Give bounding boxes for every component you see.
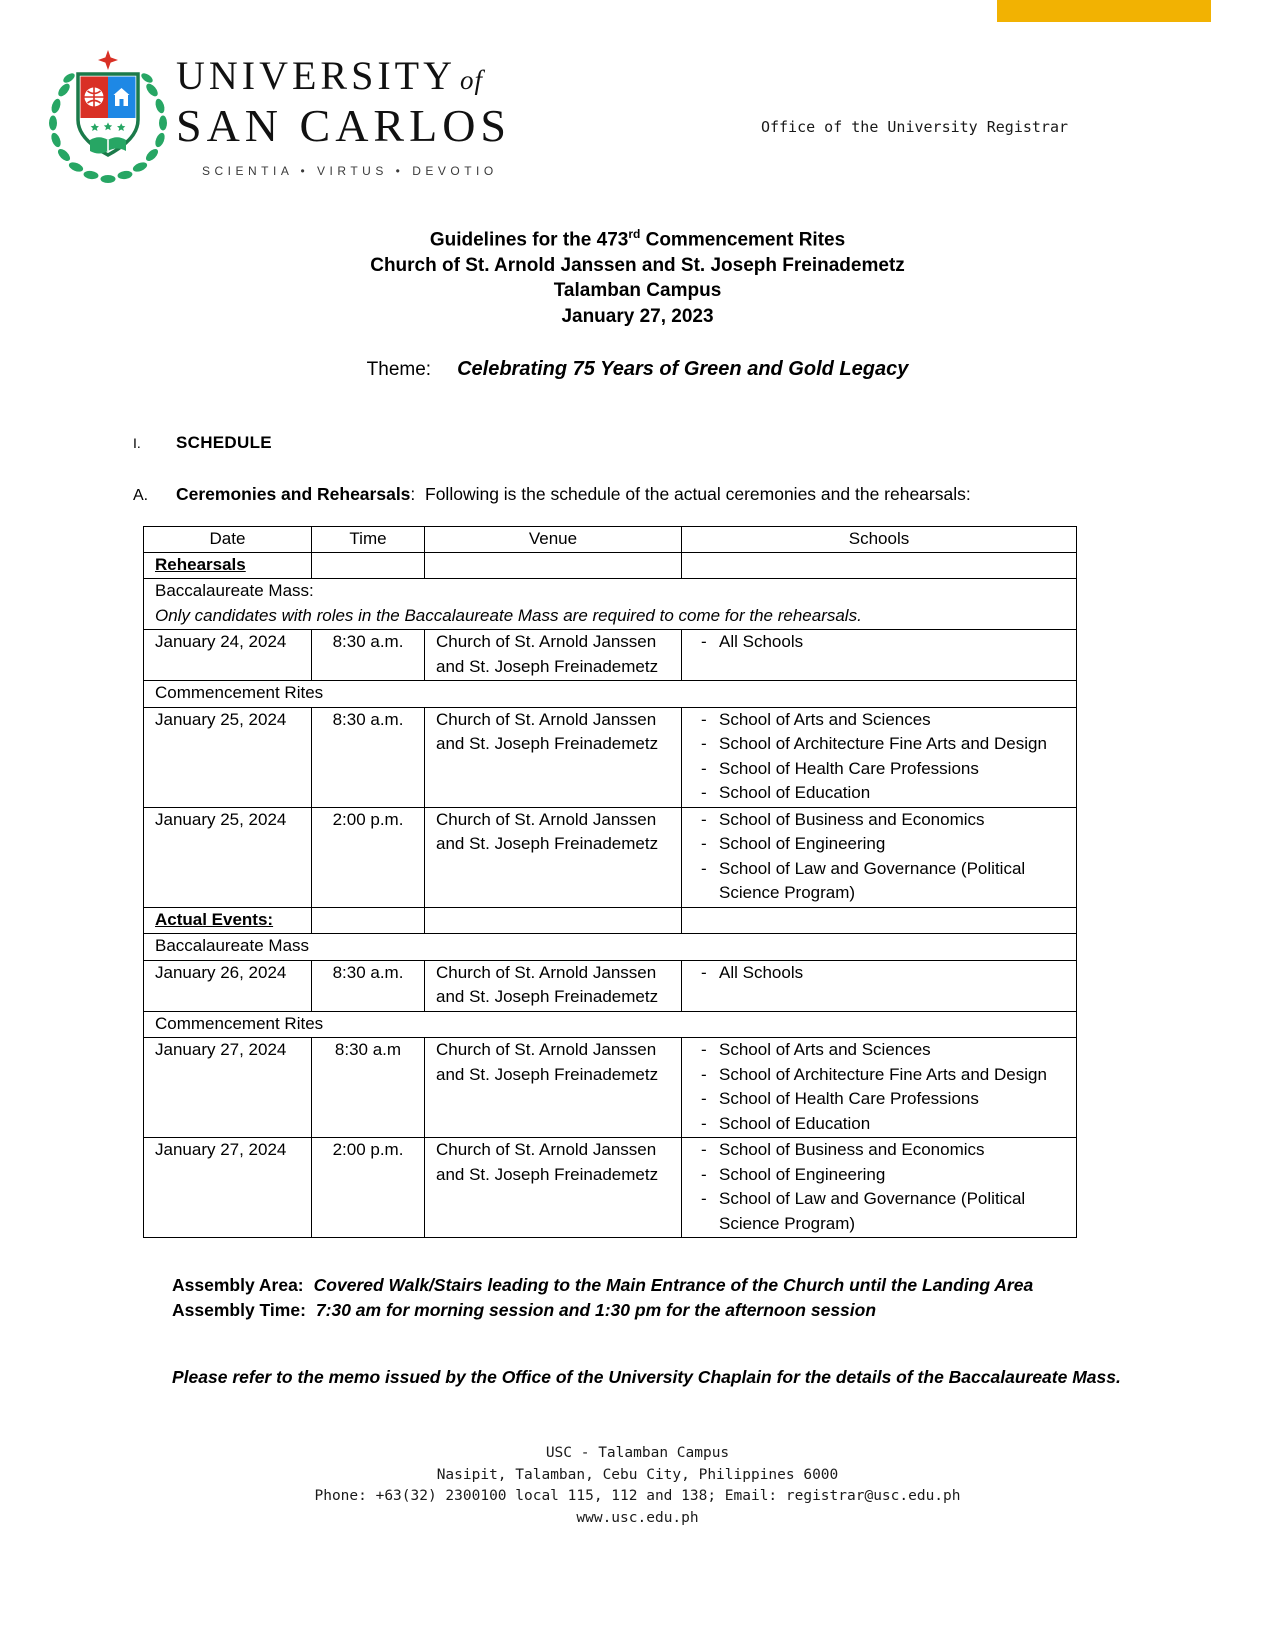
empty-cell: [312, 552, 425, 579]
list-dash-marker: -: [701, 709, 707, 729]
subsection-line: [133, 484, 1275, 505]
subsection-letter: A.: [133, 487, 149, 505]
actual-events-label-cell: [144, 907, 312, 934]
subsection-text: [176, 484, 971, 505]
list-dash-marker: -: [701, 809, 707, 829]
date-cell: January 26, 2024: [144, 960, 312, 1011]
rehearsals-label: Rehearsals: [155, 554, 246, 574]
school-name: School of Education: [719, 783, 871, 803]
school-name: School of Arts and Sciences: [719, 1040, 931, 1060]
document-title-block: [0, 222, 1275, 329]
column-header-schools: Schools: [682, 527, 1077, 553]
empty-cell: [425, 907, 682, 934]
footer-campus-line: USC - Talamban Campus: [545, 1445, 730, 1461]
list-dash-marker: -: [701, 858, 707, 878]
section-row-baccalaureate-mass: [144, 934, 1077, 961]
school-name: School of Health Care Professions: [719, 1089, 979, 1109]
university-wordmark: [176, 52, 511, 178]
assembly-time-value: 7:30 am for morning session and 1:30 pm for the afternoon session: [315, 1300, 877, 1321]
list-dash-marker: -: [701, 734, 707, 754]
venue-cell: Church of St. Arnold Janssen and St. Joseph Freinademetz: [425, 1038, 682, 1138]
list-dash-marker: -: [701, 783, 707, 803]
school-list-item: [682, 757, 1068, 782]
school-list-item: [682, 1163, 1068, 1188]
baccalaureate-mass-note: Only candidates with roles in the Baccalaureate Mass are required to come for the rehearsals.: [155, 605, 862, 625]
schools-cell: [682, 807, 1077, 907]
assembly-area-value: Covered Walk/Stairs leading to the Main Entrance of the Church until the Landing Area: [313, 1275, 1034, 1296]
date-cell: January 25, 2024: [144, 707, 312, 807]
title-line-1-suffix: Commencement Rites: [640, 229, 846, 251]
baccalaureate-mass-note-cell: [144, 579, 1077, 630]
school-name: All Schools: [719, 962, 804, 982]
list-dash-marker: -: [701, 1040, 707, 1060]
column-header-venue: Venue: [425, 527, 682, 553]
section-title: SCHEDULE: [176, 433, 272, 453]
school-list-item: [682, 708, 1068, 733]
time-cell: 2:00 p.m.: [312, 1138, 425, 1238]
school-list-item: [682, 1087, 1068, 1112]
schools-cell: [682, 707, 1077, 807]
office-label: Office of the University Registrar: [760, 118, 1068, 136]
table-row: [144, 807, 1077, 907]
footer-contact-line: Phone: +63(32) 2300100 local 115, 112 and 138; Email: registrar@usc.edu.ph: [314, 1488, 961, 1504]
list-dash-marker: -: [701, 632, 707, 652]
school-name: School of Health Care Professions: [719, 758, 979, 778]
schools-cell: [682, 960, 1077, 1011]
school-list-item: [682, 630, 1068, 655]
university-name-line2: SAN CARLOS: [176, 100, 512, 151]
empty-cell: [682, 552, 1077, 579]
list-dash-marker: -: [701, 1064, 707, 1084]
table-header-row: [144, 527, 1077, 553]
subsection-description: : Following is the schedule of the actual ceremonies and the rehearsals:: [410, 484, 971, 505]
time-cell: 8:30 a.m.: [312, 630, 425, 681]
usc-seal-icon: [42, 48, 174, 186]
section-row-actual-events: [144, 907, 1077, 934]
title-line-1: [0, 222, 1275, 253]
schools-cell: [682, 1138, 1077, 1238]
school-name: School of Engineering: [719, 834, 886, 854]
title-line-4: January 27, 2023: [561, 305, 714, 327]
university-name-line1: [176, 52, 511, 99]
list-dash-marker: -: [701, 1089, 707, 1109]
title-ordinal-superscript: rd: [628, 227, 641, 241]
time-cell: 8:30 a.m: [312, 1038, 425, 1138]
footer-address-line: Nasipit, Talamban, Cebu City, Philippines 6000: [436, 1466, 839, 1483]
schools-cell: [682, 630, 1077, 681]
theme-value: Celebrating 75 Years of Green and Gold Legacy: [457, 358, 909, 381]
date-cell: January 27, 2024: [144, 1038, 312, 1138]
venue-cell: Church of St. Arnold Janssen and St. Joseph Freinademetz: [425, 630, 682, 681]
venue-cell: Church of St. Arnold Janssen and St. Joseph Freinademetz: [425, 707, 682, 807]
list-dash-marker: -: [701, 1140, 707, 1160]
gold-accent-bar: [997, 0, 1211, 22]
column-header-date: Date: [144, 527, 312, 553]
schedule-table: [143, 526, 1077, 1238]
school-list-item: [682, 1038, 1068, 1063]
document-footer: [0, 1443, 1275, 1529]
venue-cell: Church of St. Arnold Janssen and St. Joseph Freinademetz: [425, 1138, 682, 1238]
time-cell: 2:00 p.m.: [312, 807, 425, 907]
title-line-1-text: Guidelines for the 473: [429, 229, 629, 251]
assembly-area-line: [172, 1273, 1275, 1298]
section-row-commencement-rites: [144, 681, 1077, 708]
table-row: [144, 960, 1077, 1011]
school-list-item: [682, 808, 1068, 833]
venue-cell: Church of St. Arnold Janssen and St. Joseph Freinademetz: [425, 807, 682, 907]
school-list-item: [682, 1112, 1068, 1137]
note-row-baccalaureate-mass: [144, 579, 1077, 630]
school-list-item: [682, 1063, 1068, 1088]
time-cell: 8:30 a.m.: [312, 707, 425, 807]
date-cell: January 27, 2024: [144, 1138, 312, 1238]
actual-events-label: Actual Events:: [155, 909, 274, 929]
date-cell: January 25, 2024: [144, 807, 312, 907]
title-line-2: Church of St. Arnold Janssen and St. Joseph Freinademetz: [370, 254, 905, 276]
rehearsals-label-cell: [144, 552, 312, 579]
schools-cell: [682, 1038, 1077, 1138]
list-dash-marker: -: [701, 834, 707, 854]
commencement-rites-label-cell: Commencement Rites: [144, 1011, 1077, 1038]
subsection-title: Ceremonies and Rehearsals: [176, 484, 411, 505]
assembly-area-label: Assembly Area:: [172, 1275, 304, 1296]
school-name: School of Architecture Fine Arts and Design: [719, 1064, 1047, 1084]
school-list-item: [682, 832, 1068, 857]
empty-cell: [425, 552, 682, 579]
table-row: [144, 630, 1077, 681]
university-motto: SCIENTIA • VIRTUS • DEVOTIO: [202, 164, 498, 178]
school-list-item: [682, 781, 1068, 806]
school-name: School of Law and Governance (Political Science Program): [719, 858, 1026, 903]
school-list-item: [682, 1187, 1068, 1236]
school-name: School of Architecture Fine Arts and Design: [719, 734, 1047, 754]
university-of-word: of: [459, 65, 483, 95]
section-row-rehearsals: [144, 552, 1077, 579]
title-line-3: Talamban Campus: [553, 280, 722, 302]
school-list-item: [682, 732, 1068, 757]
venue-cell: Church of St. Arnold Janssen and St. Joseph Freinademetz: [425, 960, 682, 1011]
table-row: [144, 1138, 1077, 1238]
school-name: School of Education: [719, 1113, 871, 1133]
school-name: School of Business and Economics: [719, 809, 985, 829]
school-list-item: [682, 857, 1068, 906]
time-cell: 8:30 a.m.: [312, 960, 425, 1011]
empty-cell: [312, 907, 425, 934]
footer-website-line: www.usc.edu.ph: [576, 1509, 699, 1526]
baccalaureate-mass-label-cell: Baccalaureate Mass: [144, 934, 1077, 961]
assembly-time-label: Assembly Time:: [172, 1300, 306, 1321]
school-name: School of Business and Economics: [719, 1140, 985, 1160]
date-cell: January 24, 2024: [144, 630, 312, 681]
school-name: School of Engineering: [719, 1164, 886, 1184]
theme-label: Theme:: [366, 359, 432, 381]
list-dash-marker: -: [701, 1189, 707, 1209]
table-row: [144, 707, 1077, 807]
list-dash-marker: -: [701, 1164, 707, 1184]
assembly-info: [172, 1273, 1275, 1323]
empty-cell: [682, 907, 1077, 934]
list-dash-marker: -: [701, 1113, 707, 1133]
school-name: School of Arts and Sciences: [719, 709, 931, 729]
baccalaureate-mass-label: Baccalaureate Mass:: [155, 581, 314, 601]
list-dash-marker: -: [701, 962, 707, 982]
section-heading-schedule: [133, 433, 1275, 453]
table-row: [144, 1038, 1077, 1138]
section-row-commencement-rites-2: [144, 1011, 1077, 1038]
school-name: School of Law and Governance (Political Science Program): [719, 1189, 1026, 1233]
university-word: UNIVERSITY: [176, 53, 456, 98]
column-header-time: Time: [312, 527, 425, 553]
theme-row: [0, 358, 1275, 381]
usc-seal-logo: [42, 48, 174, 188]
list-dash-marker: -: [701, 758, 707, 778]
school-list-item: [682, 961, 1068, 986]
school-name: All Schools: [719, 632, 804, 652]
commencement-rites-label-cell: Commencement Rites: [144, 681, 1077, 708]
assembly-time-line: [172, 1298, 1275, 1323]
section-numeral: I.: [133, 435, 141, 452]
school-list-item: [682, 1138, 1068, 1163]
chaplain-note: Please refer to the memo issued by the Office of the University Chaplain for the details of the Baccalaureate Mass.: [172, 1367, 1121, 1388]
